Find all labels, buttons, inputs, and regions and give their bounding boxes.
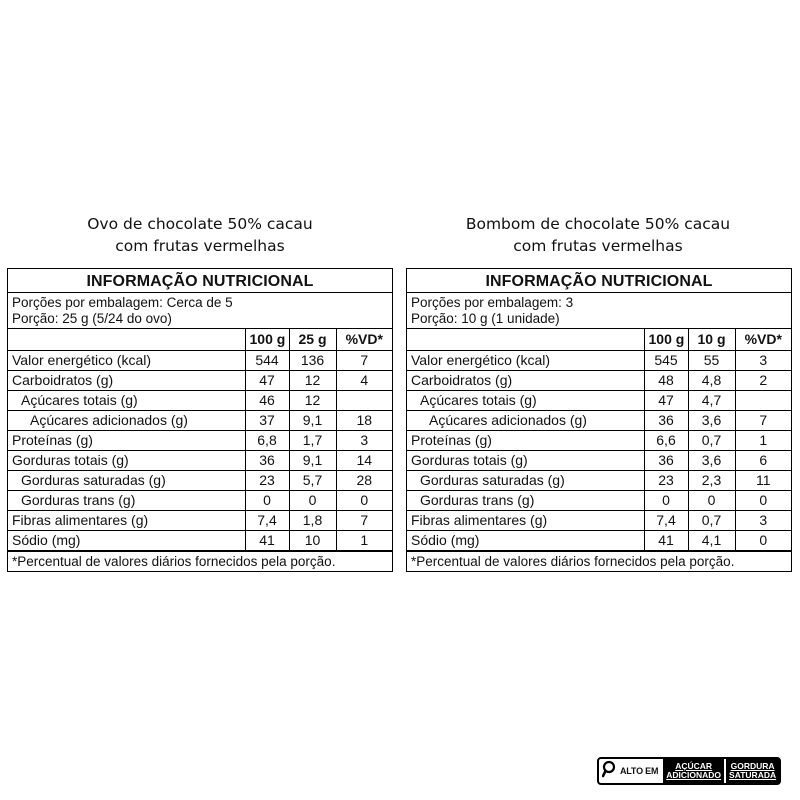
value-vd: 18 [336, 411, 392, 431]
nutrient-name: Sódio (mg) [407, 531, 644, 551]
nutrient-name: Sódio (mg) [8, 531, 245, 551]
value-100g: 544 [245, 351, 289, 371]
value-vd: 7 [336, 351, 392, 371]
nutrient-name: Gorduras saturadas (g) [407, 471, 644, 491]
table-row [8, 371, 392, 391]
table-row [407, 371, 791, 391]
value-vd: 1 [735, 431, 791, 451]
value-100g: 36 [644, 451, 688, 471]
nutrient-name: Gorduras trans (g) [8, 491, 245, 511]
nutrient-name: Açúcares adicionados (g) [8, 411, 245, 431]
nutrition-table [407, 329, 791, 551]
panel-header: INFORMAÇÃO NUTRICIONAL [8, 269, 392, 293]
value-vd [735, 391, 791, 411]
value-100g: 48 [644, 371, 688, 391]
value-portion: 5,7 [289, 471, 336, 491]
nutrient-name: Gorduras totais (g) [407, 451, 644, 471]
table-row [407, 491, 791, 511]
value-100g: 37 [245, 411, 289, 431]
table-row [407, 511, 791, 531]
value-portion: 12 [289, 391, 336, 411]
value-100g: 23 [644, 471, 688, 491]
table-row [8, 511, 392, 531]
seal-added-sugar [663, 759, 724, 783]
seal-box-line1: GORDURA [730, 761, 775, 771]
product-title-line2: com frutas vermelhas [115, 237, 285, 255]
value-vd: 6 [735, 451, 791, 471]
value-vd: 3 [735, 511, 791, 531]
column-header-vd: %VD* [735, 329, 791, 351]
value-100g: 41 [644, 531, 688, 551]
portions-per-package: Porções por embalagem: Cerca de 5 [12, 295, 233, 310]
nutrition-panel-egg [7, 268, 393, 572]
table-row [8, 431, 392, 451]
column-header-100g: 100 g [245, 329, 289, 351]
seal-label-group [599, 759, 661, 783]
value-vd: 0 [336, 491, 392, 511]
nutrition-table [8, 329, 392, 551]
value-portion: 10 [289, 531, 336, 551]
value-100g: 7,4 [644, 511, 688, 531]
seal-saturated-fat [726, 759, 779, 783]
empty-header-cell [8, 329, 245, 351]
nutrient-name: Valor energético (kcal) [407, 351, 644, 371]
magnifier-icon [602, 760, 618, 783]
value-vd: 3 [735, 351, 791, 371]
value-100g: 36 [644, 411, 688, 431]
value-vd: 14 [336, 451, 392, 471]
column-header-portion: 25 g [289, 329, 336, 351]
nutrient-name: Gorduras trans (g) [407, 491, 644, 511]
table-row [407, 471, 791, 491]
value-100g: 47 [245, 371, 289, 391]
column-header-vd: %VD* [336, 329, 392, 351]
value-100g: 36 [245, 451, 289, 471]
value-vd: 7 [735, 411, 791, 431]
nutrient-name: Carboidratos (g) [407, 371, 644, 391]
value-portion: 0 [289, 491, 336, 511]
value-portion: 2,3 [688, 471, 735, 491]
value-portion: 1,7 [289, 431, 336, 451]
value-100g: 23 [245, 471, 289, 491]
product-title-bonbon [398, 213, 798, 257]
nutrient-name: Fibras alimentares (g) [407, 511, 644, 531]
value-vd: 2 [735, 371, 791, 391]
nutrition-panel-bonbon [406, 268, 792, 572]
value-portion: 12 [289, 371, 336, 391]
value-vd: 0 [735, 491, 791, 511]
table-row [8, 531, 392, 551]
value-portion: 4,7 [688, 391, 735, 411]
value-100g: 41 [245, 531, 289, 551]
value-100g: 47 [644, 391, 688, 411]
seal-label: ALTO EM [620, 766, 659, 776]
nutrient-name: Gorduras totais (g) [8, 451, 245, 471]
table-row [8, 451, 392, 471]
table-row [407, 531, 791, 551]
product-title-line1: Bombom de chocolate 50% cacau [465, 215, 731, 233]
value-portion: 3,6 [688, 411, 735, 431]
table-row [407, 431, 791, 451]
nutrient-name: Fibras alimentares (g) [8, 511, 245, 531]
portion-info [407, 293, 791, 329]
nutrient-name: Açúcares totais (g) [407, 391, 644, 411]
value-vd: 11 [735, 471, 791, 491]
column-header-portion: 10 g [688, 329, 735, 351]
high-in-warning-seal [597, 757, 781, 785]
portion-info [8, 293, 392, 329]
value-100g: 46 [245, 391, 289, 411]
value-vd: 7 [336, 511, 392, 531]
seal-box-line2: SATURADA [729, 770, 777, 780]
value-vd [336, 391, 392, 411]
value-100g: 545 [644, 351, 688, 371]
value-portion: 3,6 [688, 451, 735, 471]
value-vd: 0 [735, 531, 791, 551]
value-100g: 6,8 [245, 431, 289, 451]
product-title-line2: com frutas vermelhas [513, 237, 683, 255]
value-vd: 3 [336, 431, 392, 451]
seal-box-line1: AÇÚCAR [675, 761, 713, 771]
table-row [8, 351, 392, 371]
portion-size: Porção: 25 g (5/24 do ovo) [12, 311, 172, 326]
value-portion: 0,7 [688, 511, 735, 531]
footnote: *Percentual de valores diários fornecidos pela porção. [407, 551, 791, 571]
nutrient-name: Gorduras saturadas (g) [8, 471, 245, 491]
value-portion: 0 [688, 491, 735, 511]
nutrient-name: Proteínas (g) [407, 431, 644, 451]
table-header-row [407, 329, 791, 351]
portions-per-package: Porções por embalagem: 3 [411, 295, 574, 310]
value-portion: 4,1 [688, 531, 735, 551]
portion-size: Porção: 10 g (1 unidade) [411, 311, 560, 326]
table-row [8, 391, 392, 411]
value-vd: 1 [336, 531, 392, 551]
seal-box-line2: ADICIONADO [666, 770, 722, 780]
table-row [407, 411, 791, 431]
value-vd: 4 [336, 371, 392, 391]
value-100g: 7,4 [245, 511, 289, 531]
value-vd: 28 [336, 471, 392, 491]
value-100g: 6,6 [644, 431, 688, 451]
value-portion: 136 [289, 351, 336, 371]
table-row [8, 411, 392, 431]
nutrient-name: Carboidratos (g) [8, 371, 245, 391]
value-100g: 0 [644, 491, 688, 511]
footnote: *Percentual de valores diários fornecidos pela porção. [8, 551, 392, 571]
product-title-line1: Ovo de chocolate 50% cacau [87, 215, 313, 233]
value-100g: 0 [245, 491, 289, 511]
value-portion: 1,8 [289, 511, 336, 531]
table-row [8, 491, 392, 511]
value-portion: 4,8 [688, 371, 735, 391]
table-header-row [8, 329, 392, 351]
table-row [407, 351, 791, 371]
panel-header: INFORMAÇÃO NUTRICIONAL [407, 269, 791, 293]
nutrient-name: Açúcares adicionados (g) [407, 411, 644, 431]
nutrient-name: Açúcares totais (g) [8, 391, 245, 411]
column-header-100g: 100 g [644, 329, 688, 351]
table-row [8, 471, 392, 491]
nutrient-name: Valor energético (kcal) [8, 351, 245, 371]
table-row [407, 391, 791, 411]
value-portion: 9,1 [289, 411, 336, 431]
table-row [407, 451, 791, 471]
value-portion: 9,1 [289, 451, 336, 471]
nutrient-name: Proteínas (g) [8, 431, 245, 451]
empty-header-cell [407, 329, 644, 351]
product-title-egg [0, 213, 400, 257]
value-portion: 55 [688, 351, 735, 371]
value-portion: 0,7 [688, 431, 735, 451]
